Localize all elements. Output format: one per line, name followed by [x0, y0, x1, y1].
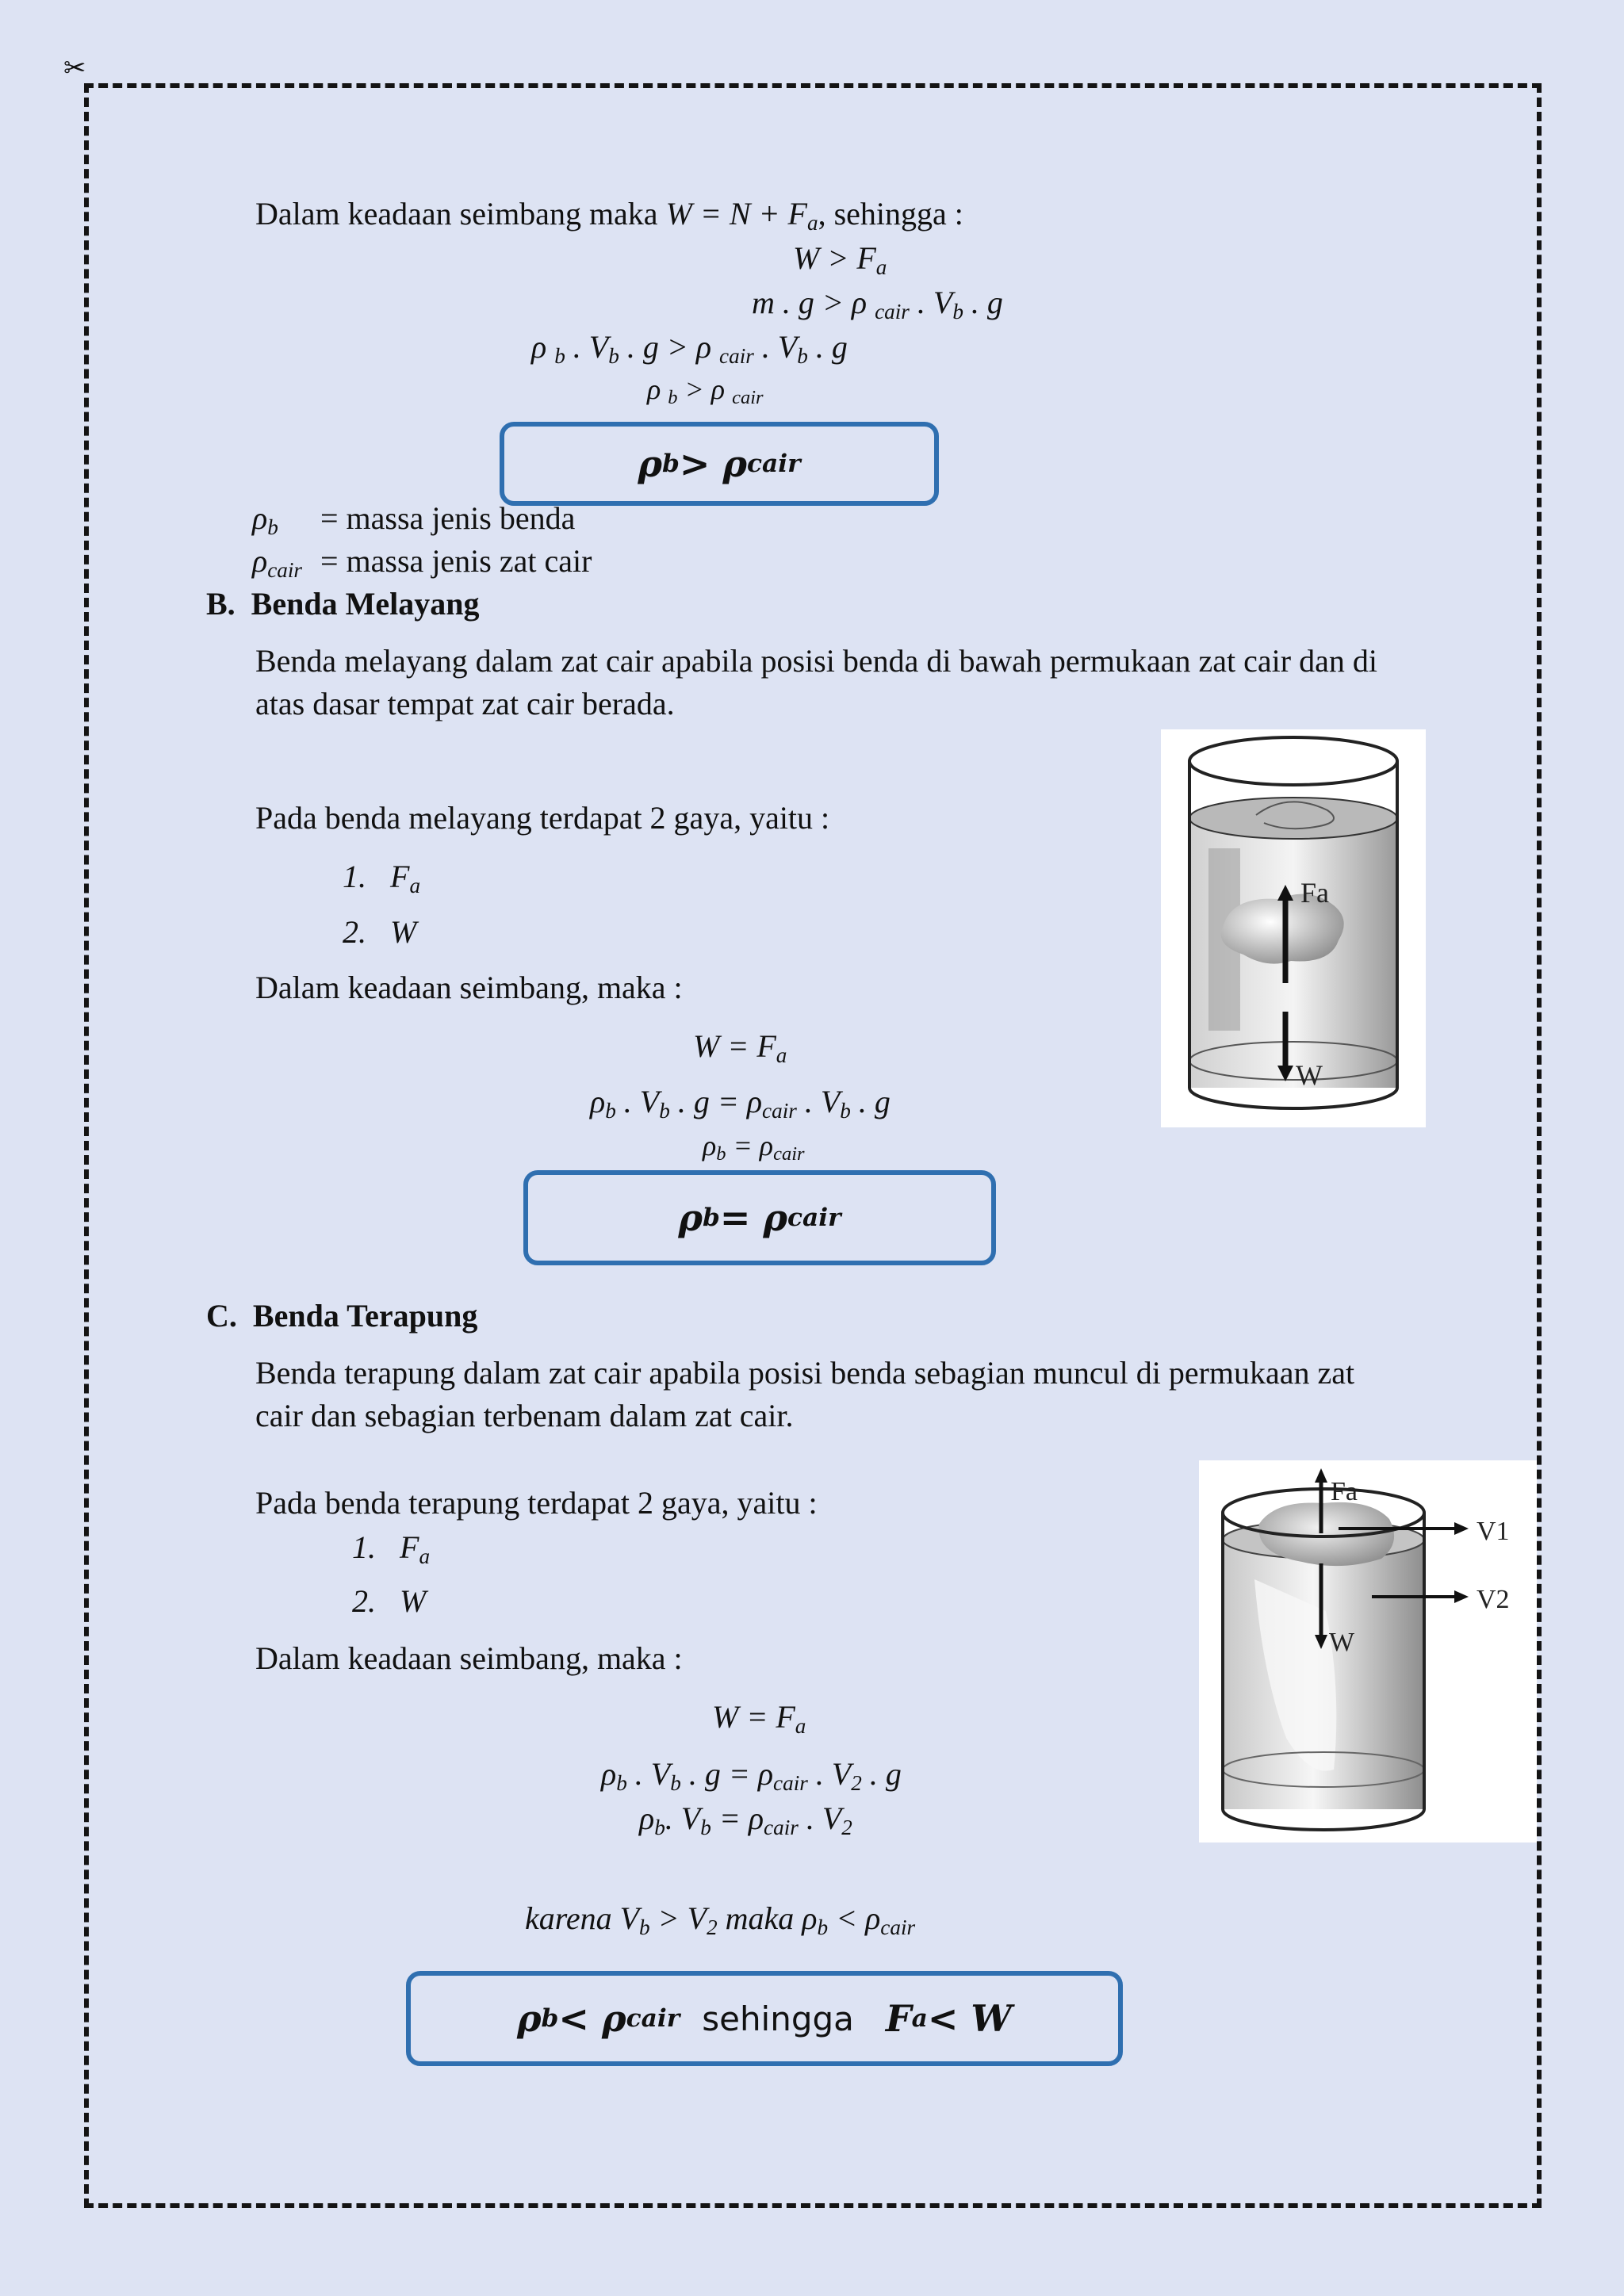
- melayang-eq-2: $\rho_b$ . $V_b$ . $g = \rho_{cair}$ . $V_b$ . g: [590, 1084, 891, 1123]
- melayang-force-item-1: 1. $F_a$: [343, 859, 421, 897]
- sink-eq-1: $W > F_a$: [793, 240, 887, 279]
- melayang-fig-label-w: W: [1296, 1059, 1323, 1091]
- definition-rho-cair-text: = massa jenis zat cair: [320, 543, 592, 579]
- melayang-eq-1: $W = F_a$: [693, 1028, 787, 1067]
- terapung-karena: karena $V_b > V_2$ maka $\rho_b < \rho_{cair}$: [525, 1900, 916, 1939]
- melayang-forces-intro: Pada benda melayang terdapat 2 gaya, yaitu :: [255, 800, 830, 836]
- scissors-icon: ✂: [63, 54, 86, 83]
- melayang-balance: Dalam keadaan seimbang, maka :: [255, 970, 683, 1005]
- terapung-result-box: ρ b < ρ cair sehingga F a < W: [406, 1971, 1123, 2066]
- terapung-eq-3: $\rho_b$. $V_b = \rho_{cair}$ . $V_2$: [639, 1800, 852, 1839]
- melayang-fig-label-fa: Fa: [1300, 877, 1329, 909]
- melayang-para-line1: Benda melayang dalam zat cair apabila posisi benda di bawah permukaan zat cair dan di: [255, 643, 1377, 679]
- terapung-balance: Dalam keadaan seimbang, maka :: [255, 1640, 683, 1676]
- terapung-figure: [1199, 1460, 1537, 1843]
- terapung-forces-intro: Pada benda terapung terdapat 2 gaya, yaitu :: [255, 1485, 818, 1521]
- definition-rho-b-text: = massa jenis benda: [320, 500, 576, 536]
- terapung-para-line1: Benda terapung dalam zat cair apabila posisi benda sebagian muncul di permukaan zat: [255, 1355, 1355, 1391]
- sink-eq-2: m . g > ρ $_{cair}$ . $V_b$ . g: [752, 285, 1003, 323]
- terapung-fig-label-v1: V1: [1477, 1517, 1510, 1546]
- sink-eq-3: ρ $_b$ . $V_b$ . g > ρ $_{cair}$ . $V_b$ . g: [531, 329, 848, 368]
- melayang-result-box: ρ b = ρ cair: [523, 1170, 996, 1265]
- sink-eq-4: ρ $_b$ > ρ $_{cair}$: [647, 373, 764, 409]
- heading-benda-terapung: C. Benda Terapung: [206, 1298, 478, 1334]
- melayang-cylinder-diagram: [1161, 729, 1426, 1127]
- melayang-eq-3: $\rho_b = \rho_{cair}$: [703, 1130, 805, 1165]
- terapung-para-line2: cair dan sebagian terbenam dalam zat cair.: [255, 1398, 794, 1433]
- melayang-figure: [1161, 729, 1426, 1127]
- terapung-eq-2: $\rho_b$ . $V_b$ . $g = \rho_{cair}$ . $V_2$ . g: [601, 1756, 902, 1795]
- sink-result-box: ρ b > ρ cair: [500, 422, 939, 506]
- terapung-eq-1: $W = F_a$: [712, 1699, 806, 1738]
- terapung-force-item-2: 2. W: [352, 1583, 427, 1619]
- terapung-cylinder-diagram: [1199, 1460, 1537, 1843]
- dashed-frame: [84, 83, 1542, 2208]
- heading-benda-melayang: B. Benda Melayang: [206, 586, 480, 622]
- definition-rho-cair: $\rho_{cair}$: [252, 543, 302, 582]
- melayang-para-line2: atas dasar tempat zat cair berada.: [255, 686, 675, 721]
- terapung-force-item-1: 1. $F_a$: [352, 1529, 431, 1568]
- melayang-force-item-2: 2. W: [343, 914, 417, 950]
- terapung-fig-label-w: W: [1329, 1628, 1355, 1657]
- sink-intro: Dalam keadaan seimbang maka $W = N + F_a$, sehingga :: [255, 196, 963, 235]
- terapung-fig-label-v2: V2: [1477, 1585, 1510, 1614]
- definition-rho-b: $\rho_b$: [252, 500, 278, 539]
- terapung-fig-label-fa: Fa: [1331, 1477, 1358, 1506]
